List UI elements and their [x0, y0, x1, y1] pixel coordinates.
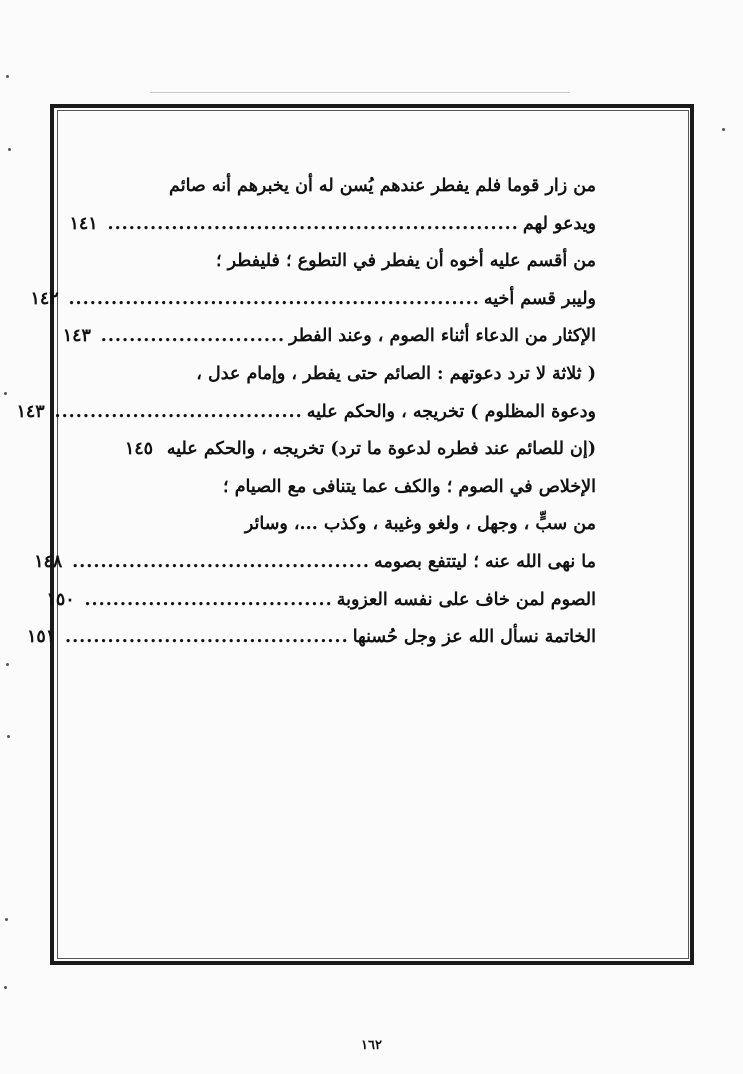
toc-line — [62, 318, 596, 356]
toc-line — [150, 243, 596, 281]
toc-line — [30, 281, 596, 319]
toc-line — [46, 582, 596, 620]
toc-entry-text: ودعوة المظلوم ) تخريجه ، والحكم عليه — [306, 401, 596, 422]
scan-speck — [722, 128, 725, 131]
toc-leader-dots: ................................... — [84, 589, 333, 610]
toc-page-number: ١٥١ — [27, 627, 56, 648]
page-number: ١٦٢ — [361, 1038, 382, 1053]
toc-line — [27, 619, 596, 657]
toc-page-number: ١٤١ — [69, 213, 98, 234]
toc-page-number: ١٤٣ — [16, 401, 45, 422]
toc-page-number: ١٤٢ — [30, 288, 59, 309]
toc-page-number: ١٥٠ — [46, 589, 75, 610]
toc-line — [16, 394, 596, 432]
toc-entry-text: الإخلاص في الصوم ؛ والكف عما يتنافى مع الصيام ؛ — [223, 476, 596, 497]
toc-leader-dots: ........................................ — [65, 627, 349, 648]
toc-page-number: ١٤٣ — [62, 326, 91, 347]
toc-line — [124, 431, 596, 469]
toc-entry-text: من أقسم عليه أخوه أن يفطر في التطوع ؛ فليفطر ؛ — [215, 251, 596, 272]
scan-speck — [5, 918, 8, 921]
scan-speck — [6, 75, 9, 78]
toc-leader-dots: .......................................................... — [68, 288, 480, 309]
toc-line — [150, 168, 596, 206]
scan-speck — [7, 735, 10, 738]
toc-line — [150, 469, 596, 507]
toc-leader-dots: .......................... — [100, 326, 286, 347]
toc-entry-text: ( ثلاثة لا ترد دعوتهم : الصائم حتى يفطر ، وإمام عدل ، — [196, 363, 596, 384]
toc-entry-text: الخاتمة نسأل الله عز وجل حُسنها — [352, 627, 596, 648]
scan-speck — [4, 392, 7, 395]
scan-artifact-top — [150, 92, 570, 93]
scan-speck — [6, 663, 9, 666]
toc-leader-dots: .......................................................... — [107, 213, 519, 234]
toc-leader-dots: .......................................... — [72, 551, 370, 572]
toc-line — [69, 206, 596, 244]
toc-line — [150, 506, 596, 544]
table-of-contents — [16, 168, 596, 657]
toc-entry-text: الإكثار من الدعاء أثناء الصوم ، وعند الفطر — [289, 326, 596, 347]
toc-line — [34, 544, 596, 582]
toc-line — [150, 356, 596, 394]
toc-leader-dots: ................................... — [54, 401, 303, 422]
toc-entry-text: من زار قوما فلم يفطر عندهم يُسن له أن يخبرهم أنه صائم — [169, 176, 596, 196]
toc-page-number: ١٤٨ — [34, 551, 63, 572]
toc-page-number: ١٤٥ — [124, 439, 154, 460]
toc-entry-text: ويدعو لهم — [522, 213, 596, 234]
toc-entry-text: من سبٍّ ، وجهل ، ولغو وغيبة ، وكذب ...، وسائر — [244, 514, 596, 535]
toc-entry-text: الصوم لمن خاف على نفسه العزوبة — [336, 589, 596, 610]
toc-entry-text: (إن للصائم عند فطره لدعوة ما ترد) تخريجه ، والحكم عليه — [166, 439, 596, 460]
scan-speck — [8, 148, 11, 151]
toc-entry-text: ما نهى الله عنه ؛ ليتتفع بصومه — [373, 551, 596, 572]
scan-speck — [4, 986, 7, 989]
toc-entry-text: وليبر قسم أخيه — [483, 288, 596, 309]
